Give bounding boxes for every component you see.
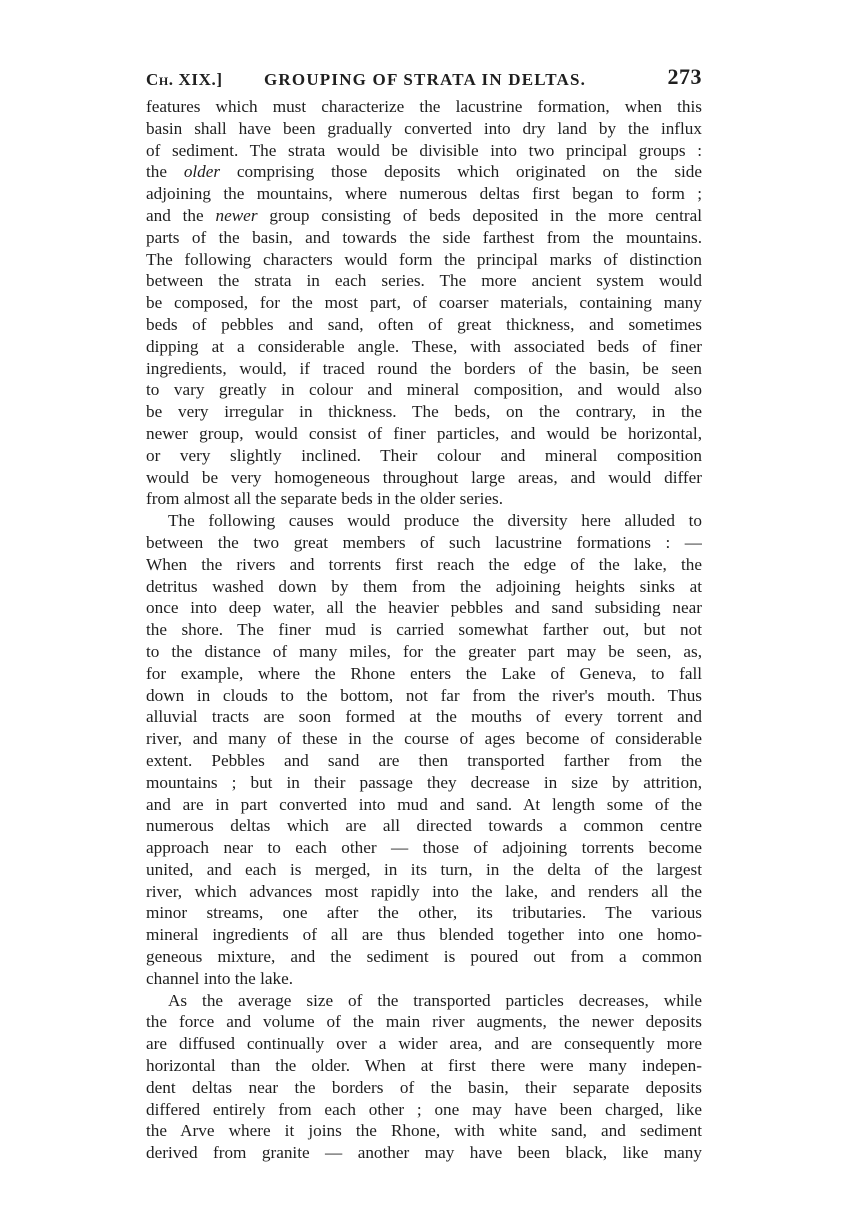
text-line: differed entirely from each other ; one may have been charged, like — [146, 1099, 702, 1119]
text-line: The following characters would form the principal marks of distinction — [146, 249, 702, 269]
text-line: alluvial tracts are soon formed at the mouths of every torrent and — [146, 707, 702, 727]
text-line: and the newer group consisting of beds deposited in the more central — [146, 205, 702, 225]
text-line: dipping at a considerable angle. These, with associated beds of finer — [146, 336, 702, 356]
text-line: derived from granite — another may have been black, like many — [146, 1143, 702, 1163]
text-line: ingredients, would, if traced round the borders of the basin, be seen — [146, 358, 702, 378]
text-line: to vary greatly in colour and mineral composition, and would also — [146, 380, 702, 400]
text-line: would be very homogeneous throughout large areas, and would differ — [146, 467, 702, 487]
text-line: minor streams, one after the other, its tributaries. The various — [146, 903, 702, 923]
text-line: be composed, for the most part, of coarser materials, containing many — [146, 293, 702, 313]
text-line: the Arve where it joins the Rhone, with white sand, and sediment — [146, 1121, 702, 1141]
chapter-reference: Ch. XIX.] — [146, 70, 223, 89]
text-line: the older comprising those deposits which originated on the side — [146, 162, 702, 182]
text-line: dent deltas near the borders of the basin, their separate deposits — [146, 1077, 702, 1097]
text-line: from almost all the separate beds in the older series. — [146, 489, 504, 509]
text-line: mountains ; but in their passage they decrease in size by attrition, — [146, 772, 702, 792]
text-line: horizontal than the older. When at first there were many indepen- — [146, 1056, 702, 1076]
text-line: for example, where the Rhone enters the Lake of Geneva, to fall — [146, 663, 702, 683]
text-line: mineral ingredients of all are thus blended together into one homo- — [146, 925, 702, 945]
text-line: to the distance of many miles, for the greater part may be seen, as, — [146, 641, 702, 661]
text-line: of sediment. The strata would be divisible into two principal groups : — [146, 140, 702, 160]
book-page — [146, 64, 702, 1164]
text-line: basin shall have been gradually converted into dry land by the influx — [146, 118, 702, 138]
text-line: down in clouds to the bottom, not far from the river's mouth. Thus — [146, 685, 702, 705]
page-number: 273 — [667, 64, 702, 89]
body-text — [146, 96, 702, 1164]
text-line: newer group, would consist of finer particles, and would be horizontal, — [146, 423, 702, 443]
text-line: The following causes would produce the diversity here alluded to — [168, 511, 702, 531]
running-title: GROUPING OF STRATA IN DELTAS. — [264, 70, 587, 89]
text-line: adjoining the mountains, where numerous deltas first began to form ; — [146, 184, 702, 204]
text-line: the force and volume of the main river augments, the newer deposits — [146, 1012, 702, 1032]
text-line: are diffused continually over a wider area, and are consequently more — [146, 1034, 702, 1054]
text-line: river, which advances most rapidly into the lake, and renders all the — [146, 881, 702, 901]
paragraph — [146, 96, 702, 510]
text-line: extent. Pebbles and sand are then transported farther from the — [146, 750, 702, 770]
emphasized-word: newer — [215, 205, 258, 225]
text-line: channel into the lake. — [146, 968, 293, 988]
text-line: once into deep water, all the heavier pebbles and sand subsiding near — [146, 598, 702, 618]
text-line: river, and many of these in the course of ages become of considerable — [146, 729, 702, 749]
text-line: geneous mixture, and the sediment is poured out from a common — [146, 947, 702, 967]
text-line: united, and each is merged, in its turn, in the delta of the largest — [146, 859, 702, 879]
emphasized-word: older — [183, 162, 221, 182]
text-line: beds of pebbles and sand, often of great thickness, and sometimes — [146, 314, 702, 334]
text-line: the shore. The finer mud is carried somewhat farther out, but not — [146, 620, 702, 640]
text-line: approach near to each other — those of adjoining torrents become — [146, 838, 702, 858]
text-line: and are in part converted into mud and sand. At length some of the — [146, 794, 702, 814]
text-line: features which must characterize the lacustrine formation, when this — [146, 97, 702, 116]
text-line: As the average size of the transported particles decreases, while — [168, 990, 702, 1010]
text-line: When the rivers and torrents first reach the edge of the lake, the — [146, 554, 702, 574]
running-header — [146, 64, 702, 96]
paragraph — [146, 990, 702, 1164]
paragraph — [146, 510, 702, 990]
text-line: between the two great members of such lacustrine formations : — — [146, 532, 702, 552]
text-line: or very slightly inclined. Their colour and mineral composition — [146, 445, 702, 465]
text-line: numerous deltas which are all directed towards a common centre — [146, 816, 702, 836]
text-line: between the strata in each series. The more ancient system would — [146, 271, 702, 291]
text-line: be very irregular in thickness. The beds, on the contrary, in the — [146, 402, 702, 422]
text-line: detritus washed down by them from the adjoining heights sinks at — [146, 576, 702, 596]
text-line: parts of the basin, and towards the side farthest from the mountains. — [146, 227, 702, 247]
